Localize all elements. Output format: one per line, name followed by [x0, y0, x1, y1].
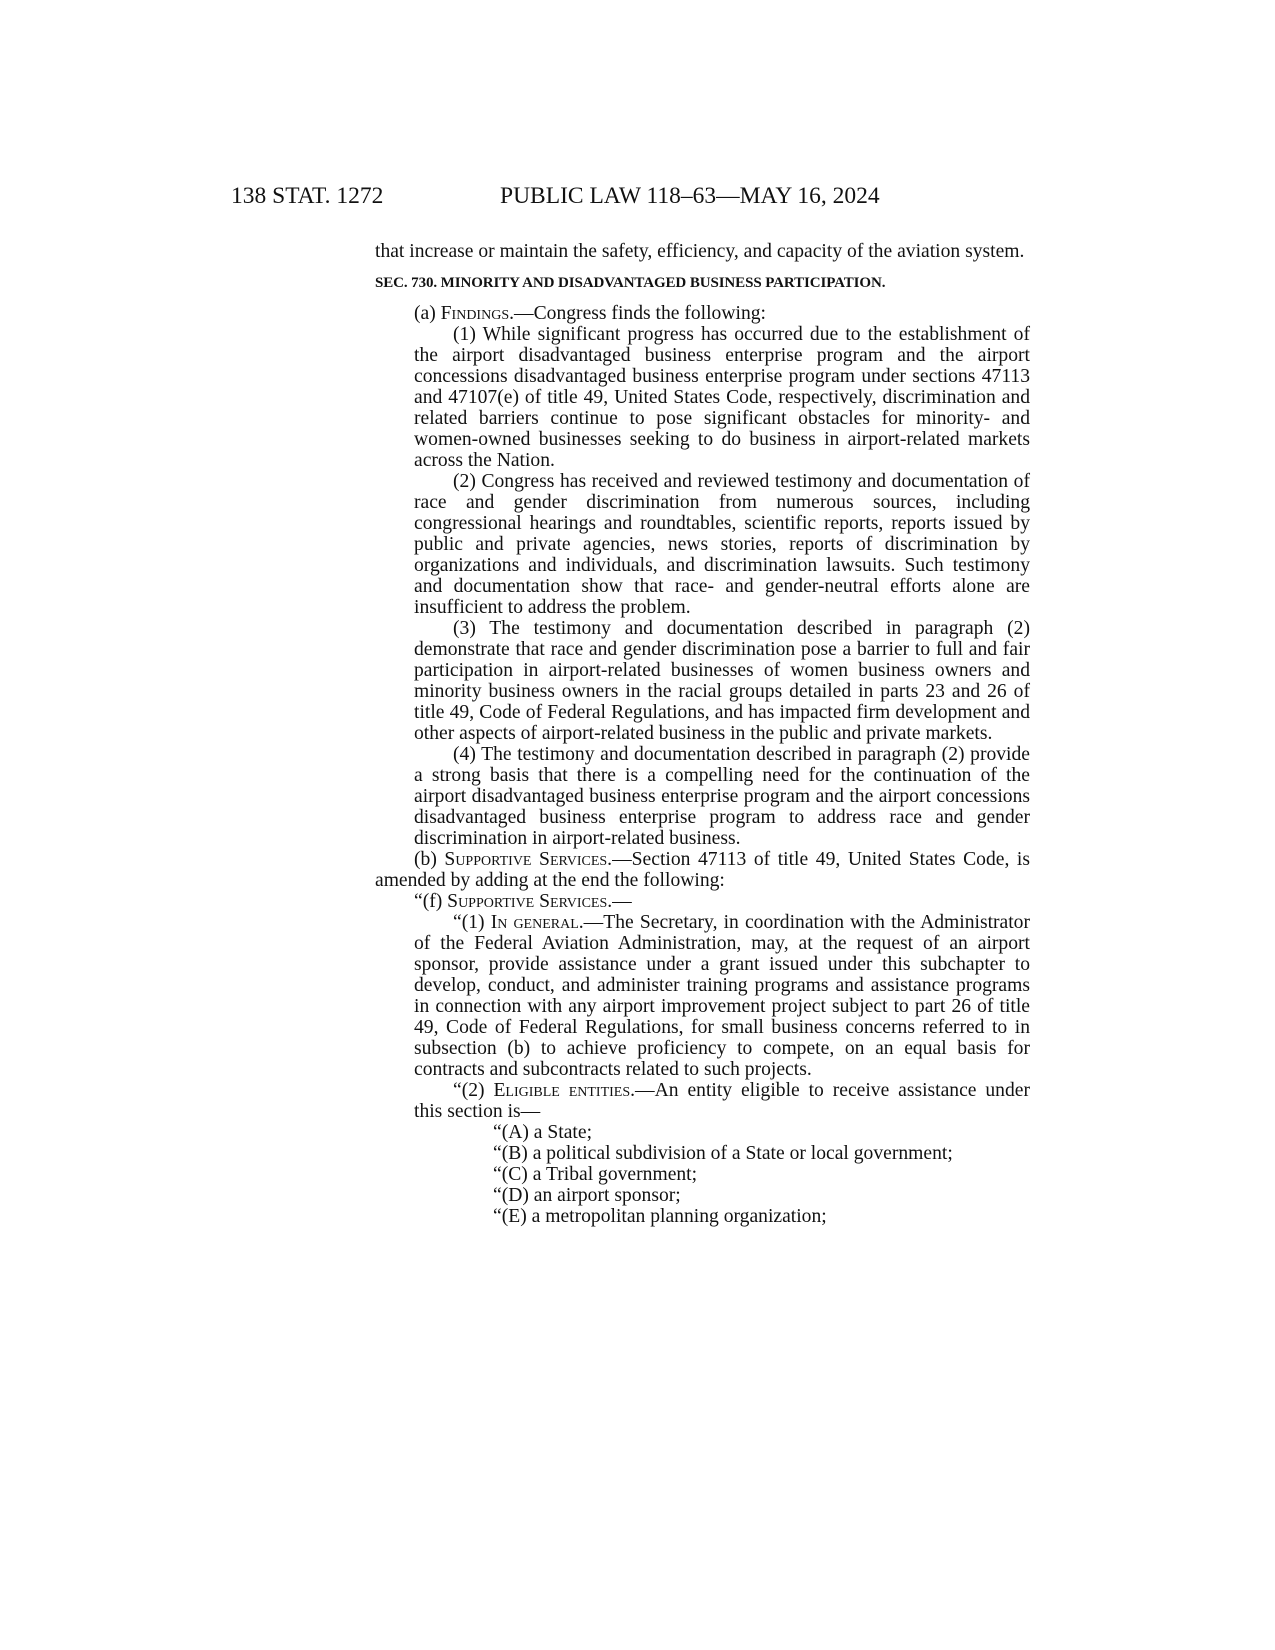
subsec-f-prefix: “(f) — [414, 891, 448, 912]
supportive-services-subsection — [375, 849, 1030, 891]
list-item: “(B) a political subdivision of a State or local government; — [493, 1143, 953, 1164]
paragraph-2-eligible-entities — [375, 1080, 1030, 1122]
list-item: “(E) a metropolitan planning organization; — [493, 1206, 827, 1227]
findings-subsection — [375, 303, 1030, 324]
finding-paragraph-3: (3) The testimony and documentation described in paragraph (2) demonstrate that race and gender discrimination pose a barrier to full and fair participation in airport-related businesses of women business owners and minority business owners in the racial groups detailed in parts 23 and 26 of title 49, Code of Federal Regulations, and has impacted firm development and other aspects of airport-related business in the public and private markets. — [414, 618, 1030, 744]
finding-paragraph-2: (2) Congress has received and reviewed testimony and documentation of race and gender discrimination from numerous sources, including congressional hearings and roundtables, scientific reports, reports issued by public and private agencies, news stories, reports of discrimination by organizations and individuals, and discrimination lawsuits. Such testimony and documentation show that race- and gender-neutral efforts alone are insufficient to address the problem. — [414, 471, 1030, 618]
supportive-prefix: (b) — [414, 849, 445, 870]
page-header — [0, 183, 1275, 223]
subsec-f-text: .— — [607, 891, 632, 912]
list-item: “(A) a State; — [493, 1122, 593, 1143]
para-2-prefix: “(2) — [453, 1080, 494, 1101]
para-1-prefix: “(1) — [453, 912, 491, 933]
continuation-paragraph: that increase or maintain the safety, efficiency, and capacity of the aviation system. — [375, 241, 1025, 262]
findings-heading: Findings — [440, 303, 510, 324]
paragraph-1-in-general — [375, 912, 1030, 1080]
para-2-text: .—An entity eligible to receive assistance under this section is— — [414, 1080, 1030, 1122]
list-item: “(D) an airport sponsor; — [493, 1185, 681, 1206]
public-law-title: PUBLIC LAW 118–63—MAY 16, 2024 — [500, 183, 880, 209]
para-1-text: .—The Secretary, in coordination with the Administrator of the Federal Aviation Administration, may, at the request of an airport sponsor, provide assistance under a grant issued under this subchapter to develop, conduct, and administer training programs and assistance programs in connection with any airport improvement project subject to part 26 of title 49, Code of Federal Regulations, for small business concerns referred to in subsection (b) to achieve proficiency to compete, on an equal basis for contracts and subcontracts related to such projects. — [414, 912, 1030, 1080]
findings-prefix: (a) — [414, 303, 441, 324]
finding-paragraph-4: (4) The testimony and documentation described in paragraph (2) provide a strong basis that there is a compelling need for the continuation of the airport disadvantaged business enterprise program and the airport concessions disadvantaged business enterprise program to address race and gender discrimination in airport-related business. — [414, 744, 1030, 849]
statute-page-reference: 138 STAT. 1272 — [231, 183, 384, 209]
finding-paragraph-1: (1) While significant progress has occurred due to the establishment of the airport disadvantaged business enterprise program and the airport concessions disadvantaged business enterprise program under sections 47113 and 47107(e) of title 49, United States Code, respectively, discrimination and related barriers continue to pose significant obstacles for minority- and women-owned businesses seeking to do business in airport-related markets across the Nation. — [414, 324, 1030, 471]
para-1-heading: In general — [490, 912, 579, 933]
list-item: “(C) a Tribal government; — [493, 1164, 698, 1185]
supportive-text: .—Section 47113 of title 49, United States Code, is amended by adding at the end the following: — [375, 849, 1030, 891]
supportive-heading: Supportive Services — [444, 849, 608, 870]
subsec-f-heading: Supportive Services — [447, 891, 608, 912]
findings-text: .—Congress finds the following: — [509, 303, 766, 324]
para-2-heading: Eligible entities — [493, 1080, 631, 1101]
subsection-f-heading — [375, 891, 1030, 912]
document-body — [375, 241, 1030, 1227]
section-heading: SEC. 730. MINORITY AND DISADVANTAGED BUSINESS PARTICIPATION. — [375, 275, 886, 291]
